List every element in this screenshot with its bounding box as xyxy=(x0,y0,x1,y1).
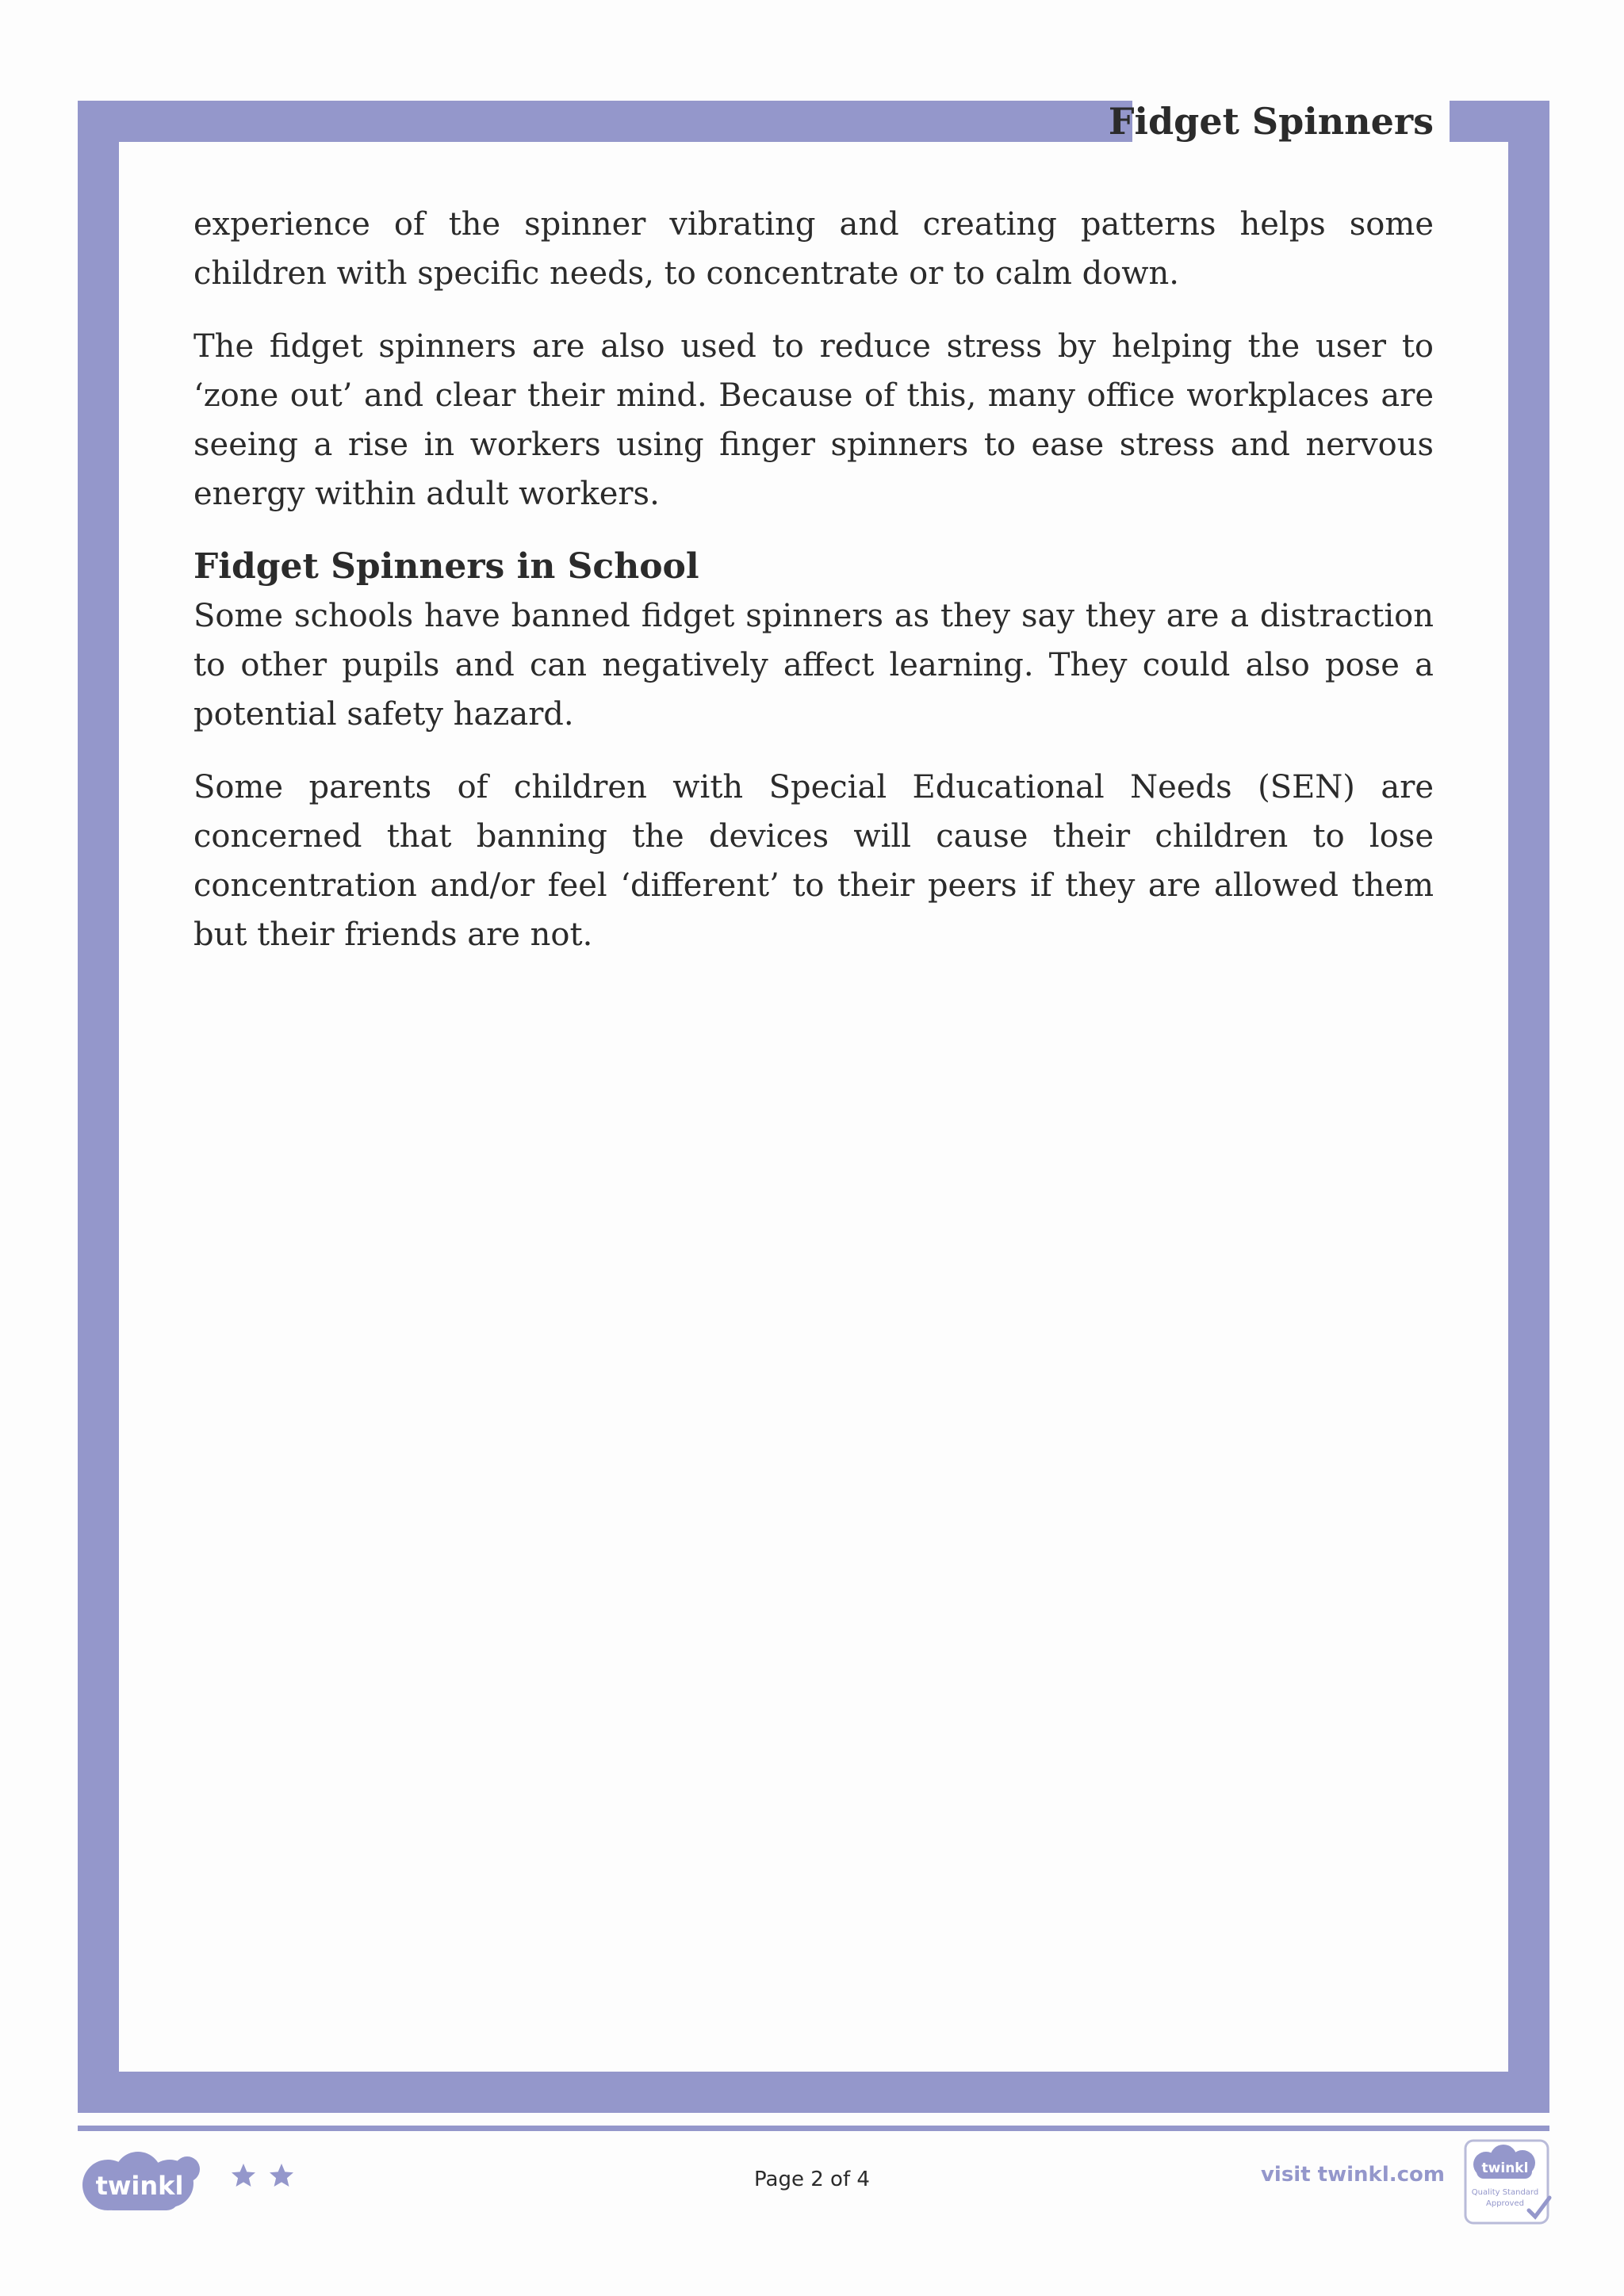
badge-line2: Approved xyxy=(1486,2199,1524,2208)
section-heading: Fidget Spinners in School xyxy=(193,546,699,587)
page-number: Page 2 of 4 xyxy=(754,2168,870,2191)
article-body xyxy=(193,200,1434,983)
page-title: Fidget Spinners xyxy=(1108,100,1434,143)
visit-link[interactable]: visit twinkl.com xyxy=(1260,2163,1445,2187)
quality-badge xyxy=(1462,2137,1556,2226)
paragraph: The fidget spinners are also used to reduce stress by helping the user to ‘zone out’ and clear their mind. Because of this, many office workplaces are seeing a rise in workers using finger spinners to ease stress and nervous energy within adult workers. xyxy=(193,328,1434,512)
badge-logo-text: twinkl xyxy=(1481,2160,1529,2176)
paragraph: Some schools have banned fidget spinners as they say they are a distraction to other pupils and can negatively affect learning. They could also pose a potential safety hazard. xyxy=(193,598,1434,733)
badge-line1: Quality Standard xyxy=(1471,2188,1539,2197)
logo-text: twinkl xyxy=(95,2171,184,2201)
paragraph: experience of the spinner vibrating and creating patterns helps some children with specific needs, to concentrate or to calm down. xyxy=(193,206,1434,292)
footer-divider xyxy=(78,2126,1549,2131)
paragraph: Some parents of children with Special Educational Needs (SEN) are concerned that banning the devices will cause their children to lose concentration and/or feel ‘different’ to their peers if they are allowed them but their friends are not. xyxy=(193,769,1434,953)
